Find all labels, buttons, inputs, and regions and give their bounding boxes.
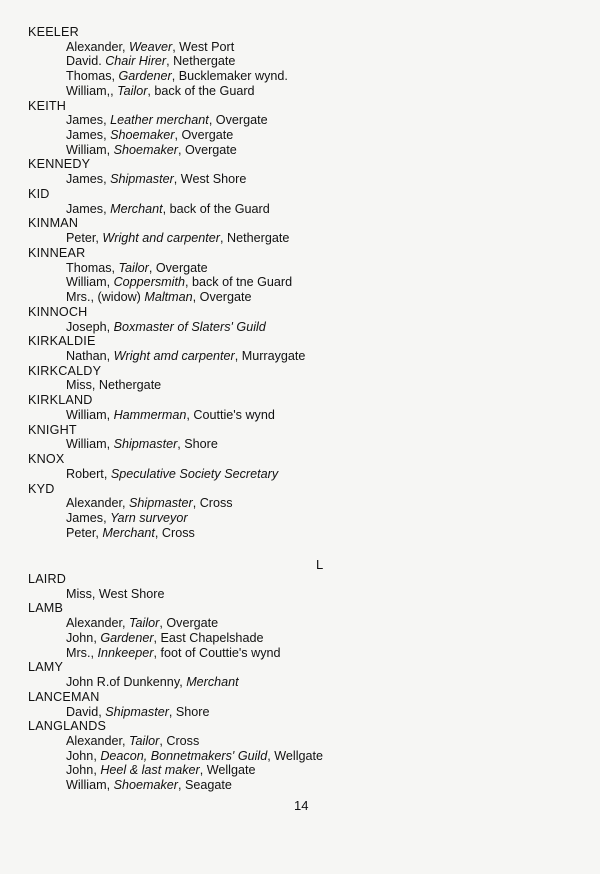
entry-name: William [66,142,107,157]
entry-separator: , [122,734,130,749]
entry-occupation: Wright and carpenter [102,231,221,246]
entry-separator: , [103,466,111,481]
entry-place: , foot of Couttie's wynd [153,645,281,660]
entry-place: , Murraygate [234,349,306,363]
entry-place: , Overgate [148,260,208,275]
entry-place: , Wellgate [199,763,256,778]
entry-place: , Overgate [192,290,252,305]
directory-entry [28,40,568,55]
directory-entry [28,320,568,335]
entry-occupation: Gardener [100,630,154,645]
entry-separator: , [95,525,103,540]
entry-occupation: Merchant [186,675,239,690]
entry-place: , Wellgate [267,748,324,763]
entry-separator: , [103,511,111,526]
entry-place: , East Chapelshade [153,630,264,645]
entry-separator: , [122,496,130,511]
directory-entry [28,113,568,128]
entry-name: James [66,201,104,216]
entry-place: , Cross [192,496,233,511]
surname-heading: KINNOCH [28,304,88,319]
entry-name: William [66,275,107,290]
entry-name: David [66,704,99,719]
entry-place: , Bucklemaker wynd. [171,69,288,84]
entry-occupation: Heel & last maker [100,763,200,778]
entry-separator: , [93,748,101,763]
entry-name: William [66,83,107,98]
surname-heading: KIRKLAND [28,393,93,408]
entry-name: John [66,630,94,645]
entry-name: Mrs., (widow) [66,290,141,305]
entry-name: John [66,763,94,778]
entry-name: Thomas [66,69,112,84]
entry-name: Alexander [66,496,123,511]
section-letter: L [316,557,324,572]
entry-name: James [66,128,104,143]
entry-occupation: Shipmaster [105,704,169,719]
entry-name: Miss, West Shore [66,586,165,601]
entry-separator: , [106,349,114,363]
entry-occupation: Merchant [102,525,155,540]
directory-entry [28,675,568,690]
surname-heading: KENNEDY [28,157,91,172]
entry-name: Peter [66,231,96,246]
directory-entry [28,616,568,631]
entry-occupation: Leather merchant [110,113,209,128]
entry-separator: , [98,704,106,719]
entry-name: Alexander [66,39,123,54]
entry-occupation: Shipmaster [129,496,193,511]
entry-occupation: Boxmaster of Slaters' Guild [113,319,266,334]
entry-occupation: Hammerman [113,407,187,422]
entry-name: James [66,113,104,128]
directory-entry [28,275,568,290]
entry-occupation: Maltman [144,290,193,305]
surname-heading: LAMB [28,601,64,616]
entry-separator: . [98,54,106,69]
surname-heading: KID [28,186,50,201]
entry-place: , back of the Guard [147,83,255,98]
entry-name: James [66,511,104,526]
entry-separator: , [93,630,101,645]
directory-entry [28,172,568,187]
directory-entry [28,437,568,452]
entry-place: , back of tne Guard [184,275,293,290]
entry-place: , Overgate [177,142,237,157]
directory-entry [28,143,568,158]
entry-occupation: Innkeeper [97,645,154,660]
entry-separator: , [106,778,114,793]
directory-entry [28,261,568,276]
directory-entry [28,378,568,393]
entry-name: Alexander [66,734,123,749]
entry-occupation: Shoemaker [113,142,178,157]
directory-entry [28,54,568,69]
entry-name: Mrs. [66,645,91,660]
entry-occupation: Tailor [117,83,148,98]
entry-occupation: Merchant [110,201,163,216]
entry-occupation: Gardener [118,69,172,84]
entry-occupation: Shoemaker [110,128,175,143]
directory-entry [28,84,568,99]
surname-heading: LAIRD [28,572,67,586]
directory-entry [28,349,568,364]
entry-occupation: Shipmaster [110,172,174,187]
entry-name: James [66,172,104,187]
entry-separator: , [103,201,111,216]
entry-place: , Overgate [159,616,219,631]
directory-entry [28,496,568,511]
entry-occupation: Yarn surveyor [110,511,188,526]
directory-entry [28,778,568,793]
entry-name: William [66,407,107,422]
surname-heading: KYD [28,481,55,496]
directory-entry [28,646,568,661]
directory-entry [28,587,568,602]
entry-place: , Cross [154,525,195,540]
entry-separator: ,, [106,83,118,98]
entry-occupation: Shipmaster [113,437,178,452]
entry-occupation: Deacon, Bonnetmakers' Guild [100,748,268,763]
directory-entry [28,631,568,646]
surname-heading: KIRKCALDY [28,363,102,378]
entry-name: Miss, Nethergate [66,378,162,393]
entry-separator: , [179,675,187,690]
surname-heading: KIRKALDIE [28,334,96,349]
entry-place: , Overgate [174,128,234,143]
surname-heading: KNOX [28,452,65,467]
entry-name: John [66,748,94,763]
entry-separator: , [103,113,111,128]
surname-heading: LAMY [28,660,64,675]
entry-place: , Nethergate [220,231,290,246]
entry-name: Nathan [66,349,107,363]
directory-entry [28,69,568,84]
directory-entry [28,290,568,305]
entry-place: , Nethergate [166,54,236,69]
entry-separator: , [95,231,103,246]
entry-separator: , [111,260,119,275]
surname-heading: KINNEAR [28,245,86,260]
entry-separator: , [103,128,111,143]
k-surnames-block [28,25,568,540]
entry-name: Peter [66,525,96,540]
directory-entry [28,467,568,482]
entry-place: , Couttie's wynd [186,407,275,422]
directory-entry [28,408,568,423]
entry-separator: , [106,437,114,452]
page-number: 14 [294,798,309,813]
entry-occupation: Chair Hirer [105,54,167,69]
entry-place: , West Shore [173,172,247,187]
directory-entry [28,202,568,217]
entry-name: Joseph [66,319,107,334]
surname-heading: KNIGHT [28,422,77,437]
entry-separator: , [122,39,130,54]
entry-name: William [66,437,107,452]
entry-name: David [66,54,99,69]
entry-name: John R.of Dunkenny [66,675,180,690]
directory-entry [28,763,568,778]
directory-entry [28,128,568,143]
entry-occupation: Speculative Society Secretary [110,466,279,481]
directory-entry [28,749,568,764]
surname-heading: LANGLANDS [28,719,107,734]
entry-name: Thomas [66,260,112,275]
entry-occupation: Tailor [129,616,160,631]
entry-separator: , [93,763,101,778]
entry-place: , Shore [177,437,218,452]
entry-separator: , [106,142,114,157]
entry-place: , back of the Guard [162,201,270,216]
entry-occupation: Weaver [129,39,173,54]
entry-name: Alexander [66,616,123,631]
entry-occupation: Coppersmith [113,275,185,290]
surname-heading: KINMAN [28,216,79,231]
directory-entry [28,705,568,720]
entry-separator: , [106,407,114,422]
entry-place: , Cross [159,734,200,749]
entry-separator: , [106,319,114,334]
entry-occupation: Shoemaker [113,778,178,793]
entry-place: , Shore [168,704,210,719]
directory-entry [28,526,568,541]
entry-separator: , [90,645,98,660]
entry-separator: , [111,69,119,84]
directory-entry [28,734,568,749]
entry-place: , Overgate [208,113,268,128]
surname-heading: KEITH [28,98,67,113]
l-surnames-block [28,572,568,793]
entry-occupation: Tailor [118,260,149,275]
entry-occupation: Tailor [129,734,160,749]
entry-occupation: Wright amd carpenter [113,349,235,363]
entry-separator: , [106,275,114,290]
entry-place: , West Port [172,39,235,54]
entry-name: Robert [66,466,104,481]
entry-separator: , [122,616,130,631]
directory-entry [28,231,568,246]
entry-name: William [66,778,107,793]
surname-heading: LANCEMAN [28,689,100,704]
directory-entry [28,511,568,526]
surname-heading: KEELER [28,25,79,39]
entry-separator: , [103,172,111,187]
entry-place: , Seagate [177,778,232,793]
